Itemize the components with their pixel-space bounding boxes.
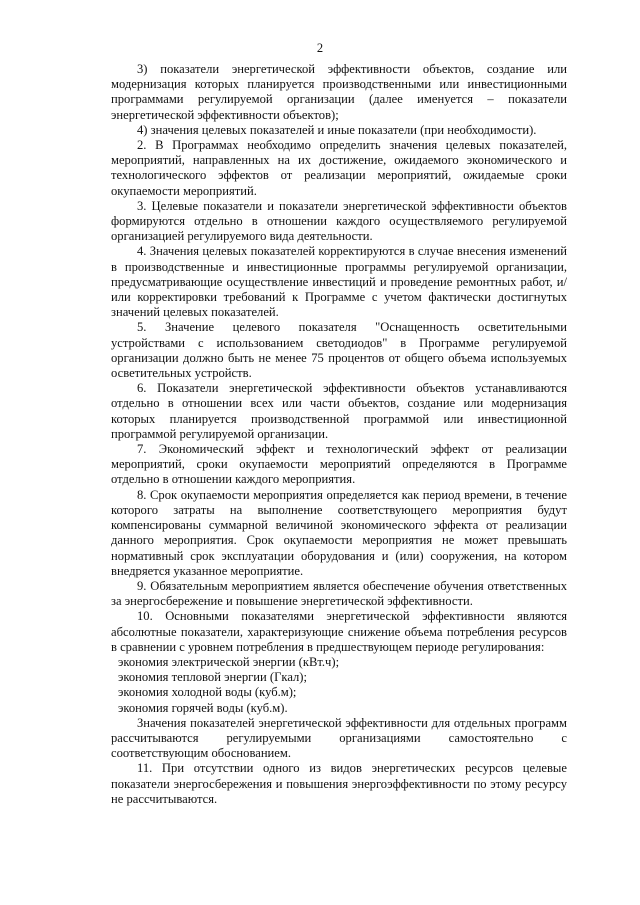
paragraph-calculation-note: Значения показателей энергетической эффективности для отдельных программ рассчитываются регулируемыми организациями самостоятельно с соответствующим обоснованием.: [111, 715, 567, 761]
paragraph-8: 8. Срок окупаемости мероприятия определяется как период времени, в течение которого затраты на выполнение соответствующего мероприятия будут компенсированы суммарной величиной экономического эффекта от реализации данного мероприятия. Срок окупаемости мероприятия не может превышать нормативный срок эксплуатации оборудования и (или) сооружения, на котором внедряется указанное мероприятие.: [111, 487, 567, 578]
paragraph-7: 7. Экономический эффект и технологический эффект от реализации мероприятий, сроки окупаемости мероприятий определяются в Программе отдельно в отношении каждого мероприятия.: [111, 442, 567, 487]
list-item: экономия холодной воды (куб.м);: [118, 685, 297, 700]
list-item: экономия электрической энергии (кВт.ч);: [118, 654, 340, 669]
document-body: [111, 62, 567, 807]
paragraph-9: 9. Обязательным мероприятием является обеспечение обучения ответственных за энергосбережение и повышение энергетической эффективности.: [111, 578, 567, 609]
paragraph-4: 4. Значения целевых показателей корректируются в случае внесения изменений в производственные и инвестиционные программы регулируемой организации, предусматривающие осуществление инвестиций и проведение ремонтных работ, и/или корректировки требований к Программе с учетом фактически достигнутых значений целевых показателей.: [111, 244, 567, 320]
list-item: экономия горячей воды (куб.м).: [118, 700, 288, 715]
paragraph-5: 5. Значение целевого показателя "Оснащенность осветительными устройствами с использованием светодиодов" в Программе регулируемой организации должно быть не менее 75 процентов от общего объема используемых осветительных устройств.: [111, 320, 567, 381]
list-item: экономия тепловой энергии (Гкал);: [118, 670, 307, 685]
paragraph-6: 6. Показатели энергетической эффективности объектов устанавливаются отдельно в отношении всех или части объектов, создание или модернизация которых планируется производственной программой или инвестиционной программой регулируемой организации.: [111, 381, 567, 441]
paragraph-2: 2. В Программах необходимо определить значения целевых показателей, мероприятий, направленных на их достижение, ожидаемого экономического и технологического эффектов от реализации мероприятий, ожидаемые сроки окупаемости мероприятий.: [111, 138, 567, 198]
paragraph-10: 10. Основными показателями энергетической эффективности являются абсолютные показатели, характеризующие снижение объема потребления ресурсов в сравнении с уровнем потребления в предшествующем периоде регулирования:: [111, 609, 567, 654]
paragraph-11: 11. При отсутствии одного из видов энергетических ресурсов целевые показатели энергосбережения и повышения энергоэффективности по этому ресурсу не рассчитываются.: [111, 761, 567, 806]
page-number: 2: [316, 41, 324, 55]
paragraph-3: 3. Целевые показатели и показатели энергетической эффективности объектов формируются отдельно в отношении каждого осуществляемого регулируемой организацией регулируемого вида деятельности.: [111, 198, 567, 244]
paragraph-item-4: 4) значения целевых показателей и иные показатели (при необходимости).: [137, 122, 537, 137]
paragraph-item-3: 3) показатели энергетической эффективности объектов, создание или модернизация которых планируется производственными или инвестиционными программами регулируемой организации (далее именуется – показатели энергетической эффективности объектов);: [111, 62, 567, 122]
